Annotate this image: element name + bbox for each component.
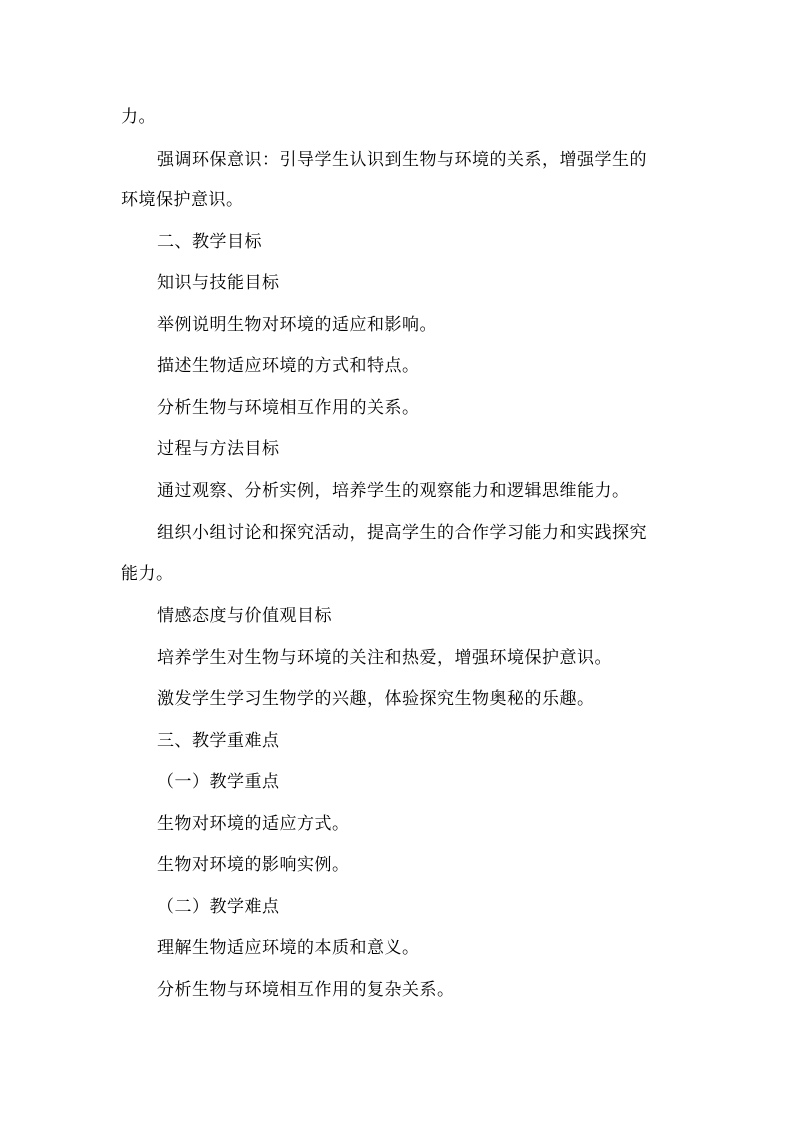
text-line: 举例说明生物对环境的适应和影响。 xyxy=(157,315,437,335)
text-line: 通过观察、分析实例，培养学生的观察能力和逻辑思维能力。 xyxy=(157,481,630,501)
subsection-heading: 知识与技能目标 xyxy=(157,273,280,293)
subsection-heading: 情感态度与价值观目标 xyxy=(157,606,332,626)
text-line: 分析生物与环境相互作用的复杂关系。 xyxy=(157,980,455,1000)
section-heading: 三、教学重难点 xyxy=(157,731,280,751)
text-line: 强调环保意识：引导学生认识到生物与环境的关系，增强学生的 xyxy=(157,150,647,170)
text-line: 组织小组讨论和探究活动，提高学生的合作学习能力和实践探究 xyxy=(157,523,647,543)
text-line: 分析生物与环境相互作用的关系。 xyxy=(157,398,420,418)
text-line: 激发学生学习生物学的兴趣，体验探究生物奥秘的乐趣。 xyxy=(157,689,595,709)
subsection-heading: 过程与方法目标 xyxy=(157,439,280,459)
text-line: 生物对环境的适应方式。 xyxy=(157,814,350,834)
text-line: 理解生物适应环境的本质和意义。 xyxy=(157,938,420,958)
text-line: 环境保护意识。 xyxy=(121,190,244,210)
text-line: 描述生物适应环境的方式和特点。 xyxy=(157,356,420,376)
text-line: 能力。 xyxy=(121,564,174,584)
text-line: 培养学生对生物与环境的关注和热爱，增强环境保护意识。 xyxy=(157,648,612,668)
subsection-heading: （一）教学重点 xyxy=(157,772,280,792)
text-line: 生物对环境的影响实例。 xyxy=(157,855,350,875)
section-heading: 二、教学目标 xyxy=(157,232,262,252)
subsection-heading: （二）教学难点 xyxy=(157,897,280,917)
text-line: 力。 xyxy=(121,107,156,127)
